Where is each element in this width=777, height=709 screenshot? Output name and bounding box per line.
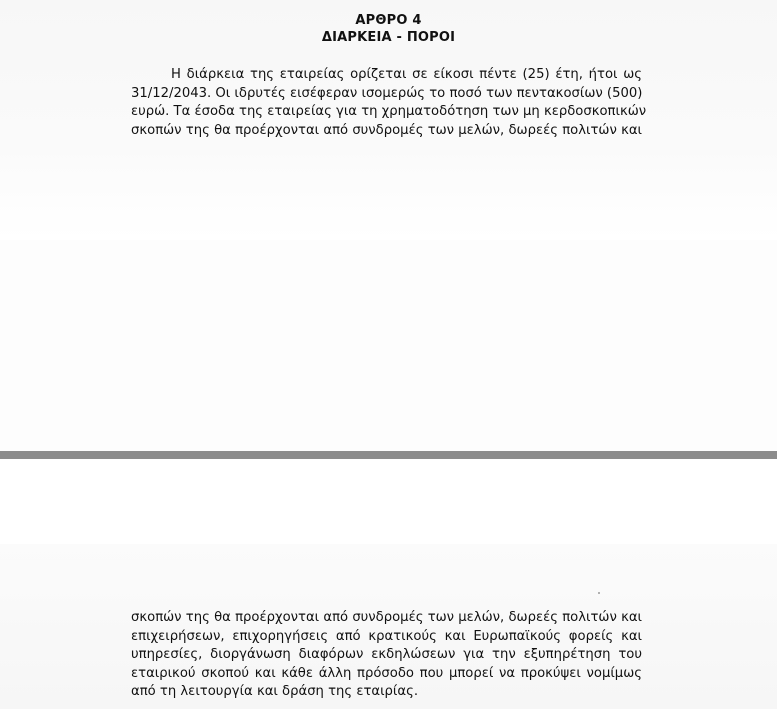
paragraph-line: σκοπών της θα προέρχονται από συνδρομές των μελών, δωρεές πολιτών και (131, 122, 642, 138)
paragraph-line: 31/12/2043. Οι ιδρυτές εισέφεραν ισομερώς το ποσό των πεντακοσίων (500) (131, 85, 643, 101)
document-page-bottom (0, 459, 777, 709)
paragraph-line: από τη λειτουργία και δράση της εταιρίας. (131, 684, 419, 699)
paragraph-line: εταιρικού σκοπού και κάθε άλλη πρόσοδο που μπορεί να προκύψει νομίμως (131, 665, 642, 681)
article-paragraph-top (131, 66, 647, 140)
page-divider (0, 451, 777, 459)
scan-speck (598, 592, 600, 594)
paragraph-line: Η διάρκεια της εταιρείας ορίζεται σε είκοσι πέντε (25) έτη, ήτοι ως (171, 67, 642, 82)
paragraph-line: επιχειρήσεων, επιχορηγήσεις από κρατικούς και Ευρωπαϊκούς φορείς και (131, 628, 642, 644)
paragraph-line: υπηρεσίες, διοργάνωση διαφόρων εκδηλώσεων για την εξυπηρέτηση του (131, 647, 642, 662)
article-number-heading: ΑΡΘΡΟ 4 (355, 13, 422, 28)
paragraph-line: ευρώ. Τα έσοδα της εταιρείας για τη χρηματοδότηση των μη κερδοσκοπικών (131, 104, 647, 119)
paragraph-line: σκοπών της θα προέρχονται από συνδρομές των μελών, δωρεές πολιτών και (131, 610, 642, 625)
article-paragraph-bottom (131, 609, 642, 702)
article-title-heading: ΔΙΑΡΚΕΙΑ - ΠΟΡΟΙ (321, 30, 456, 45)
